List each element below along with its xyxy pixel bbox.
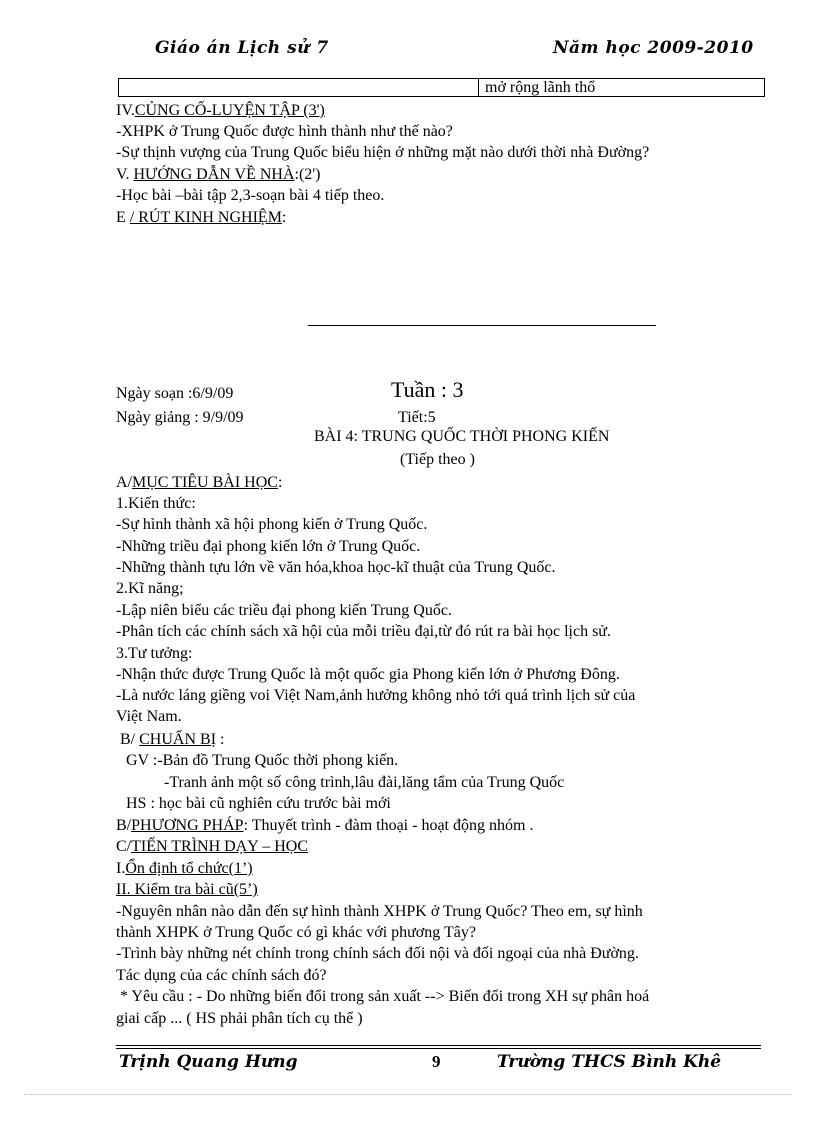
section-e-suffix: : [281,209,287,226]
table-row [118,78,765,97]
section-iv-question-1: -XHPK ở Trung Quốc được hình thành như thế nào? [116,123,453,140]
section-iv-title: CỦNG CỐ-LUYỆN TẬP (3') [134,102,325,119]
knowledge-heading: 1.Kiến thức: [116,495,196,512]
section-e-heading [116,207,286,228]
table-cell-text: mở rộng lãnh thổ [485,79,596,96]
section-a-heading [116,472,282,493]
section-b-suffix: : [216,731,225,748]
attitude-item-2: -Là nước láng giềng voi Việt Nam,ảnh hưởng không nhỏ tới quá trình lịch sử của [116,687,636,704]
section-v-suffix: :(2') [294,166,321,183]
section-v-line: -Học bài –bài tập 2,3-soạn bài 4 tiếp theo. [116,187,385,204]
question-2-line-2: Tác dụng của các chính sách đó? [116,967,327,984]
lesson-subtitle: (Tiếp theo ) [400,451,475,468]
step-i-heading [116,858,253,879]
footer-rule-thin [116,1048,761,1049]
page-bottom-edge [24,1094,792,1095]
section-iv-question-2: -Sự thịnh vượng của Trung Quốc biểu hiện ở những mặt nào dưới thời nhà Đường? [116,144,650,161]
method-title: PHƯƠNG PHÁP [131,817,244,834]
page-number: 9 [432,1052,441,1071]
attitude-item-1: -Nhận thức được Trung Quốc là một quốc gia Phong kiến lớn ở Phương Đông. [116,666,620,683]
section-e-prefix: E [116,209,130,226]
section-v-prefix: V. [116,166,134,183]
section-c-heading [116,836,308,857]
attitude-heading: 3.Tư tưởng: [116,645,193,662]
question-1-line-1: -Nguyên nhân nào dẫn đến sự hình thành XHPK ở Trung Quốc? Theo em, sự hình [116,903,643,920]
skills-item-2: -Phân tích các chính sách xã hội của mỗi triều đại,từ đó rút ra bài học lịch sử. [116,623,611,640]
section-iv-heading [116,100,325,121]
skills-item-1: -Lập niên biểu các triều đại phong kiến Trung Quốc. [116,602,452,619]
section-a-title: MỤC TIÊU BÀI HỌC [132,474,278,491]
question-2-line-1: -Trình bày những nét chính trong chính sách đối nội và đối ngoại của nhà Đường. [116,945,639,962]
step-i-title: Ổn định tổ chức(1’) [125,860,253,877]
lesson-title: BÀI 4: TRUNG QUỐC THỜI PHONG KIẾN [314,428,610,445]
section-v-title: HƯỚNG DẪN VỀ NHÀ [133,166,295,183]
step-ii-heading: II. Kiểm tra bài cũ(5’) [116,881,258,898]
requirement-line-2: giai cấp ... ( HS phải phân tích cụ thể ) [116,1010,363,1027]
section-iv-prefix: IV. [116,102,135,119]
footer-school: Trường THCS Bình Khê [497,1052,722,1072]
footer-author: Trịnh Quang Hưng [119,1052,298,1072]
section-b-title: CHUẨN BỊ [139,731,217,748]
prep-gv-1: GV :-Bản đồ Trung Quốc thời phong kiến. [126,752,399,769]
ngay-giang: Ngày giảng : 9/9/09 [116,409,244,426]
ngay-soan: Ngày soạn :6/9/09 [116,385,234,402]
question-1-line-2: thành XHPK ở Trung Quốc có gì khác với phương Tây? [116,924,476,941]
section-separator [308,325,656,326]
prep-gv-2: -Tranh ảnh một số công trình,lâu đài,lăng tẩm của Trung Quốc [164,774,565,791]
prep-hs: HS : học bài cũ nghiên cứu trước bài mới [126,795,391,812]
step-i-prefix: I. [116,860,126,877]
requirement-line-1: * Yêu cầu : - Do những biến đổi trong sản xuất --> Biến đổi trong XH sự phân hoá [116,988,650,1005]
footer-rule [116,1045,761,1046]
tiet-label: Tiết:5 [398,409,436,426]
tuan-label: Tuần : 3 [391,377,464,402]
knowledge-item-3: -Những thành tựu lớn về văn hóa,khoa học-kĩ thuật của Trung Quốc. [116,559,556,576]
section-c-title: TIẾN TRÌNH DẠY – HỌC [131,838,308,855]
header-left: Giáo án Lịch sử 7 [155,38,329,58]
section-a-suffix: : [277,474,283,491]
attitude-item-2-cont: Việt Nam. [116,708,182,725]
knowledge-item-2: -Những triều đại phong kiến lớn ở Trung Quốc. [116,538,421,555]
knowledge-item-1: -Sự hình thành xã hội phong kiến ở Trung Quốc. [116,516,428,533]
section-v-heading [116,164,320,185]
section-a-prefix: A/ [116,474,132,491]
section-b-heading [116,729,224,750]
method-text: : Thuyết trình - đàm thoại - hoạt động nhóm . [243,817,534,834]
method-prefix: B/ [116,817,132,834]
section-b-prefix: B/ [116,731,140,748]
skills-heading: 2.Kĩ năng; [116,580,184,597]
header-right: Năm học 2009-2010 [553,38,754,58]
method-heading [116,815,533,836]
section-c-prefix: C/ [116,838,132,855]
section-e-title: / RÚT KINH NGHIỆM [129,209,282,226]
table-cell-divider [478,79,479,96]
